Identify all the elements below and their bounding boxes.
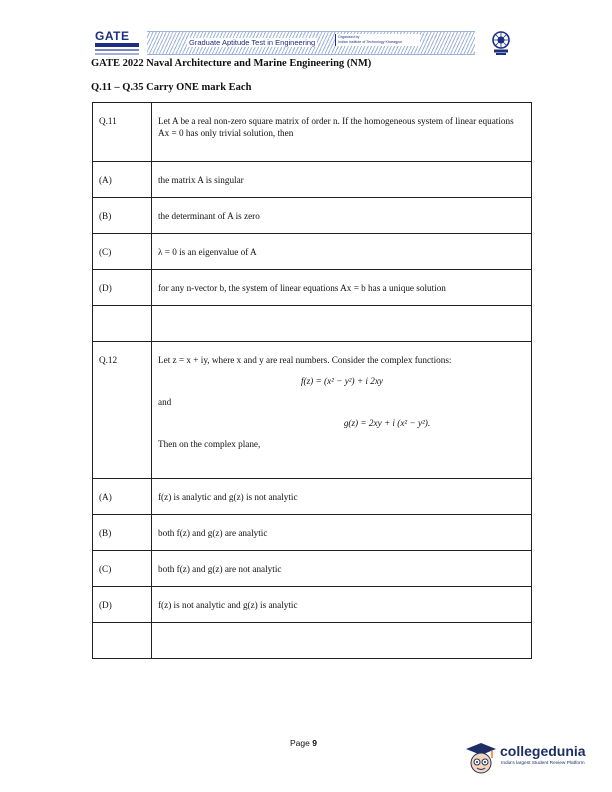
option-text: the matrix A is singular (158, 175, 244, 185)
organizer-name: Indian Institute of Technology Kharagpur (338, 40, 403, 44)
option-text: for any n-vector b, the system of linear equations Ax = b has a unique solution (158, 283, 446, 293)
organizer-label: Organised by (338, 35, 360, 39)
closing-text: Then on the complex plane, (158, 439, 261, 449)
page-label: Page (290, 738, 310, 748)
page-number (290, 738, 317, 748)
table-row (93, 342, 532, 479)
table-row-empty (93, 623, 532, 659)
brand-name: collegedunia (500, 743, 586, 759)
page-number-value: 9 (312, 738, 317, 748)
banner-title: Graduate Aptitude Test in Engineering (189, 38, 316, 47)
table-row (93, 515, 532, 551)
option-text: f(z) is not analytic and g(z) is analytic (158, 600, 298, 610)
table-row (93, 479, 532, 515)
iit-emblem-icon (490, 30, 512, 56)
option-label: (C) (99, 247, 112, 257)
table-row (93, 103, 532, 162)
equation-f: f(z) = (x² − y²) + i 2xy (300, 376, 383, 386)
question-number: Q.12 (99, 355, 118, 365)
option-label: (D) (99, 600, 112, 610)
option-text: the determinant of A is zero (158, 211, 260, 221)
connector-text: and (158, 397, 172, 407)
equation-g: g(z) = 2xy + i (x² − y²). (343, 418, 431, 428)
question-stem: Let A be a real non-zero square matrix of order n. If the homogeneous system of linear equations Ax = 0 has only trivial solution, then (158, 116, 514, 138)
table-row (93, 234, 532, 270)
option-label: (B) (99, 211, 112, 221)
brand-tagline: India's largest Student Review Platform (501, 761, 585, 766)
question-stem: Let z = x + iy, where x and y are real numbers. Consider the complex functions: (158, 355, 452, 365)
option-label: (A) (99, 175, 112, 185)
option-label: (B) (99, 528, 112, 538)
option-label: (A) (99, 492, 112, 502)
section-title: Q.11 – Q.35 Carry ONE mark Each (91, 82, 252, 93)
student-mascot-icon (464, 741, 498, 777)
table-row (93, 270, 532, 306)
option-label: (C) (99, 564, 112, 574)
option-text: both f(z) and g(z) are analytic (158, 528, 268, 538)
paper-title: GATE 2022 Naval Architecture and Marine Engineering (NM) (91, 58, 372, 69)
banner-organizer (335, 34, 420, 46)
gate-logo-text: GATE (95, 29, 130, 43)
table-row (93, 198, 532, 234)
gate-logo (95, 30, 145, 56)
table-row-empty (93, 306, 532, 342)
question-table (92, 102, 532, 659)
table-row (93, 587, 532, 623)
option-label: (D) (99, 283, 112, 293)
collegedunia-logo (464, 741, 604, 777)
option-text: f(z) is analytic and g(z) is not analytic (158, 492, 298, 502)
header-banner (95, 28, 515, 58)
question-number: Q.11 (99, 116, 117, 126)
option-text: both f(z) and g(z) are not analytic (158, 564, 282, 574)
option-text: λ = 0 is an eigenvalue of A (158, 247, 257, 257)
table-row (93, 551, 532, 587)
table-row (93, 162, 532, 198)
